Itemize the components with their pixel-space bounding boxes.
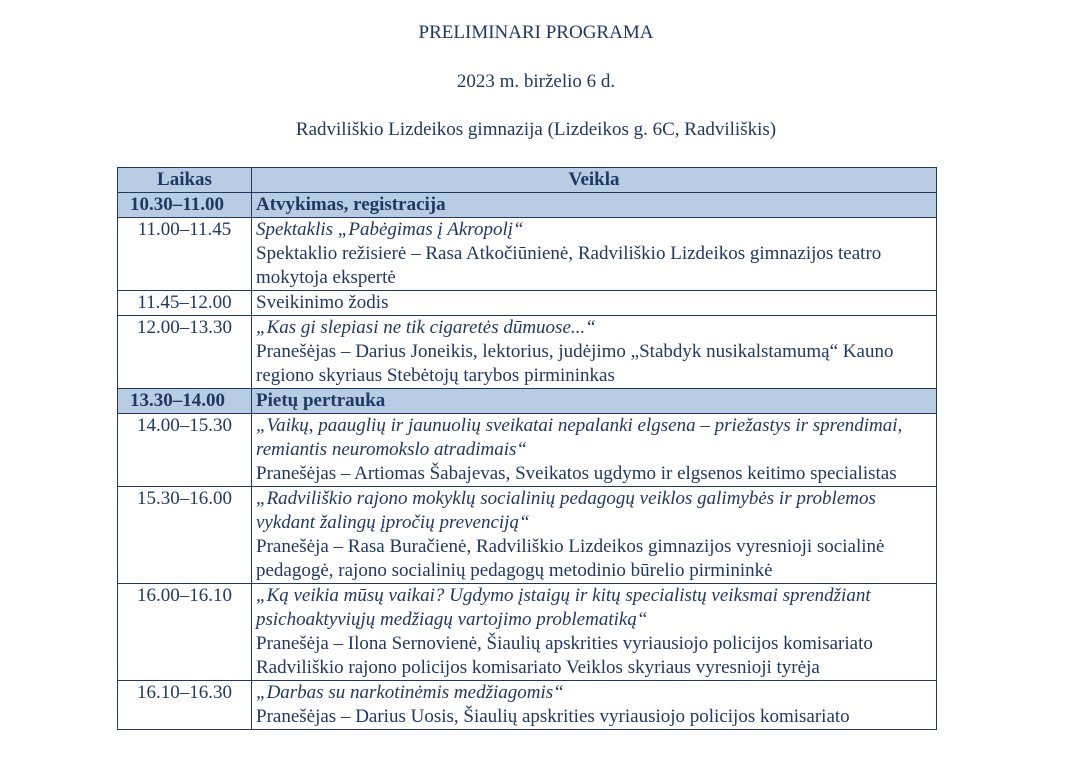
column-header-time: Laikas <box>118 168 252 193</box>
row-activity <box>252 584 937 681</box>
row-time: 11.45–12.00 <box>118 291 252 316</box>
row-activity: Atvykimas, registracija <box>252 193 937 218</box>
event-venue: Radviliškio Lizdeikos gimnazija (Lizdeikos g. 6C, Radviliškis) <box>295 119 777 140</box>
row-time: 16.10–16.30 <box>118 681 252 730</box>
table-row <box>118 389 937 414</box>
row-time: 13.30–14.00 <box>118 389 252 414</box>
row-time: 12.00–13.30 <box>118 316 252 389</box>
row-activity <box>252 316 937 389</box>
program-title: PRELIMINARI PROGRAMA <box>418 22 654 43</box>
activity-title: „Darbas su narkotinėmis medžiagomis“ <box>256 682 564 703</box>
activity-title: Spektaklis „Pabėgimas į Akropolį“ <box>256 219 524 240</box>
row-time: 14.00–15.30 <box>118 414 252 487</box>
row-activity: Sveikinimo žodis <box>252 291 937 316</box>
activity-speaker: Spektaklio režisierė – Rasa Atkočiūnienė, Radviliškio Lizdeikos gimnazijos teatro mokytoja ekspertė <box>256 243 882 288</box>
activity-speaker: Pranešėja – Ilona Sernovienė, Šiaulių apskrities vyriausiojo policijos komisariato Radviliškio rajono policijos komisariato Veiklos skyriaus vyresnioji tyrėja <box>256 633 873 678</box>
activity-speaker: Pranešėjas – Darius Uosis, Šiaulių apskrities vyriausiojo policijos komisariato <box>256 706 850 727</box>
activity-speaker: Pranešėjas – Darius Joneikis, lektorius, judėjimo „Stabdyk nusikalstamumą“ Kauno regiono skyriaus Stebėtojų tarybos pirmininkas <box>256 341 894 386</box>
table-row <box>118 584 937 681</box>
table-row <box>118 414 937 487</box>
row-time: 11.00–11.45 <box>118 218 252 291</box>
program-table <box>117 167 937 730</box>
activity-speaker: Pranešėjas – Artiomas Šabajevas, Sveikatos ugdymo ir elgsenos keitimo specialistas <box>256 463 897 484</box>
table-header-row <box>118 168 937 193</box>
row-activity <box>252 414 937 487</box>
table-row <box>118 487 937 584</box>
activity-title: „Ką veikia mūsų vaikai? Ugdymo įstaigų ir kitų specialistų veiksmai sprendžiant psichoaktyviųjų medžiagų vartojimo problematiką“ <box>256 585 871 630</box>
activity-speaker: Pranešėja – Rasa Buračienė, Radviliškio Lizdeikos gimnazijos vyresnioji socialinė pedagogė, rajono socialinių pedagogų metodinio būrelio pirmininkė <box>256 536 885 581</box>
activity-title: „Radviliškio rajono mokyklų socialinių pedagogų veiklos galimybės ir problemos vykdant žalingų įpročių prevenciją“ <box>256 488 876 533</box>
table-row <box>118 681 937 730</box>
row-time: 15.30–16.00 <box>118 487 252 584</box>
activity-title: „Kas gi slepiasi ne tik cigaretės dūmuose...“ <box>256 317 596 338</box>
row-time: 10.30–11.00 <box>118 193 252 218</box>
row-activity <box>252 218 937 291</box>
table-row <box>118 291 937 316</box>
row-activity: Pietų pertrauka <box>252 389 937 414</box>
table-row <box>118 218 937 291</box>
row-activity <box>252 487 937 584</box>
row-time: 16.00–16.10 <box>118 584 252 681</box>
column-header-activity: Veikla <box>252 168 937 193</box>
activity-title: „Vaikų, paauglių ir jaunuolių sveikatai nepalanki elgsena – priežastys ir sprendimai, remiantis neuromokslo atradimais“ <box>256 415 903 460</box>
table-row <box>118 193 937 218</box>
row-activity <box>252 681 937 730</box>
event-date: 2023 m. birželio 6 d. <box>456 71 616 92</box>
table-row <box>118 316 937 389</box>
